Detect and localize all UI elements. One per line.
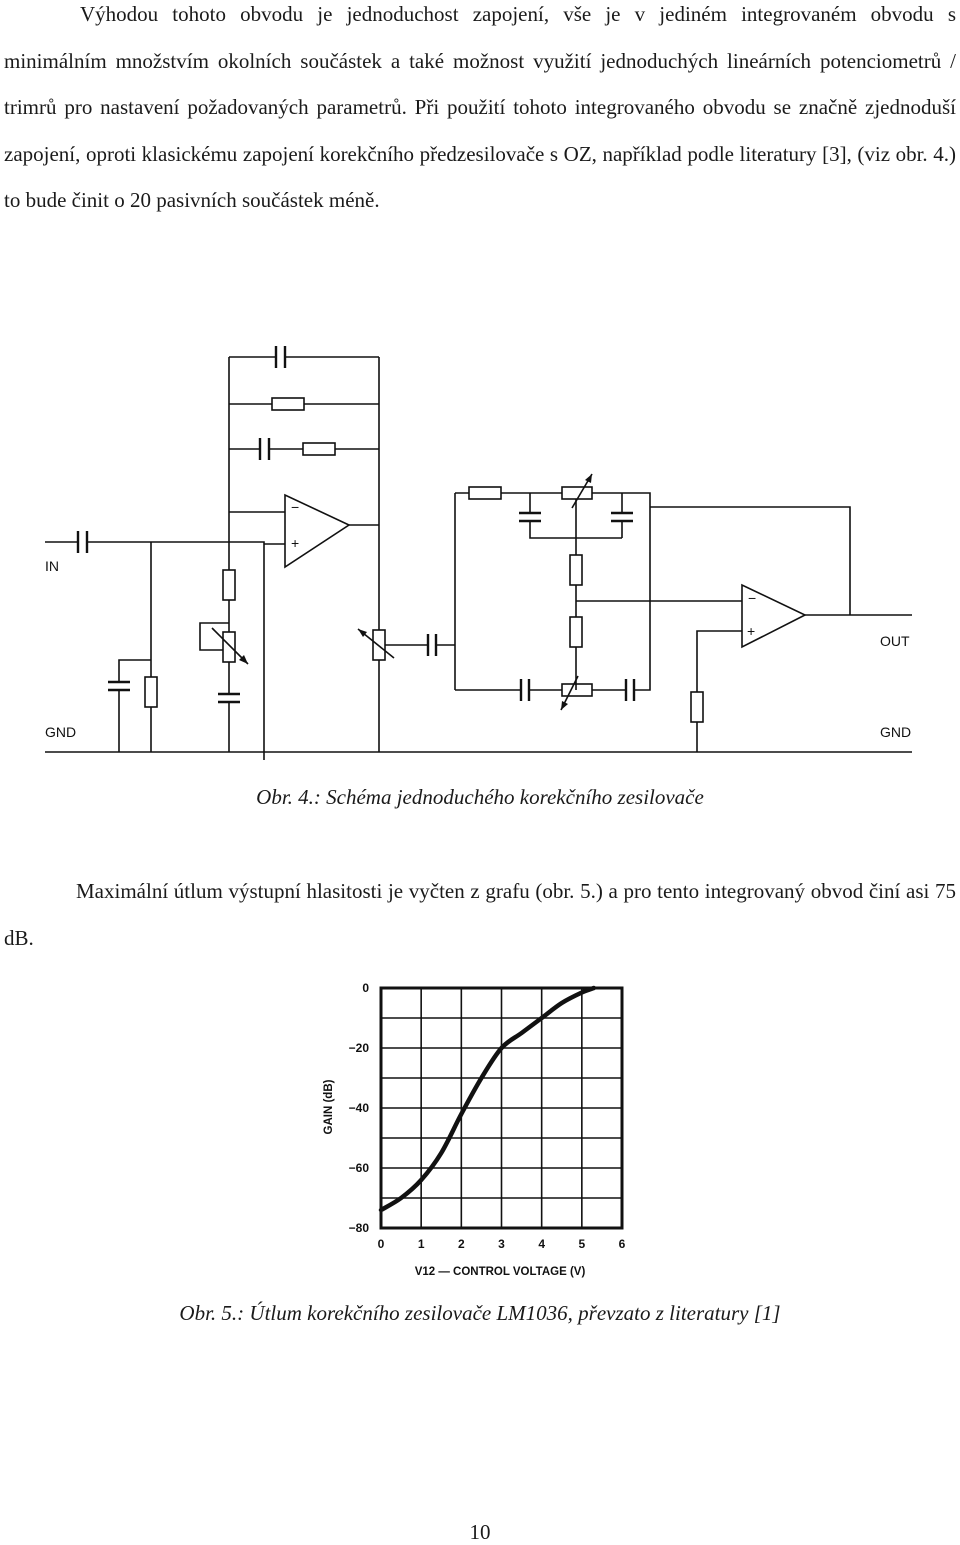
x-tick-label: 4 <box>538 1237 546 1251</box>
ground-label-right: GND <box>880 724 912 740</box>
figure5-caption: Obr. 5.: Útlum korekčního zesilovače LM1036, převzato z literatury [1] <box>179 1301 781 1325</box>
page-number: 10 <box>469 1520 491 1544</box>
chart-frame <box>381 988 622 1228</box>
opamp1-plus-sign: + <box>291 535 300 551</box>
attenuation-paragraph: Maximální útlum výstupní hlasitosti je vyčten z grafu (obr. 5.) a pro tento integrovaný obvod činí asi 75 dB. <box>4 879 956 950</box>
output-label: OUT <box>880 633 910 649</box>
y-tick-label: −80 <box>348 1221 369 1235</box>
input-label: IN <box>45 558 59 574</box>
y-tick-label: −40 <box>348 1101 369 1115</box>
x-tick-label: 0 <box>377 1237 385 1251</box>
figure4-caption: Obr. 4.: Schéma jednoduchého korekčního zesilovače <box>256 785 704 809</box>
chart-grid <box>381 988 622 1228</box>
y-axis-label: GAIN (dB) <box>323 1079 335 1135</box>
gain-curve <box>381 988 594 1210</box>
x-axis-label: V12 — CONTROL VOLTAGE (V) <box>414 1266 586 1278</box>
x-tick-label: 1 <box>417 1237 425 1251</box>
y-tick-label: −60 <box>348 1161 369 1175</box>
chart-tick-labels <box>349 981 626 1251</box>
y-tick-label: 0 <box>362 981 369 995</box>
intro-paragraph: Výhodou tohoto obvodu je jednoduchost zapojení, vše je v jediném integrovaném obvodu s minimálním množstvím okolních součástek a také možnost využití jednoduchých lineárních potenciometrů / trimrů pro nastavení požadovaných parametrů. Při použití tohoto integrovaného obvodu se značně zjednoduší zapojení, oproti klasickému zapojení korekčního předzesilovače s OZ, například podle literatury [3], (viz obr. 4.) to bude činit o 20 pasivních součástek méně. <box>4 2 956 212</box>
x-tick-label: 3 <box>498 1237 505 1251</box>
x-tick-label: 5 <box>578 1237 586 1251</box>
opamp1-minus-sign: − <box>291 499 300 515</box>
opamp2-plus-sign: + <box>747 623 756 639</box>
x-tick-label: 2 <box>457 1237 465 1251</box>
x-tick-label: 6 <box>618 1237 626 1251</box>
y-tick-label: −20 <box>348 1041 369 1055</box>
opamp2-minus-sign: − <box>748 590 757 606</box>
ground-label-left: GND <box>45 724 77 740</box>
